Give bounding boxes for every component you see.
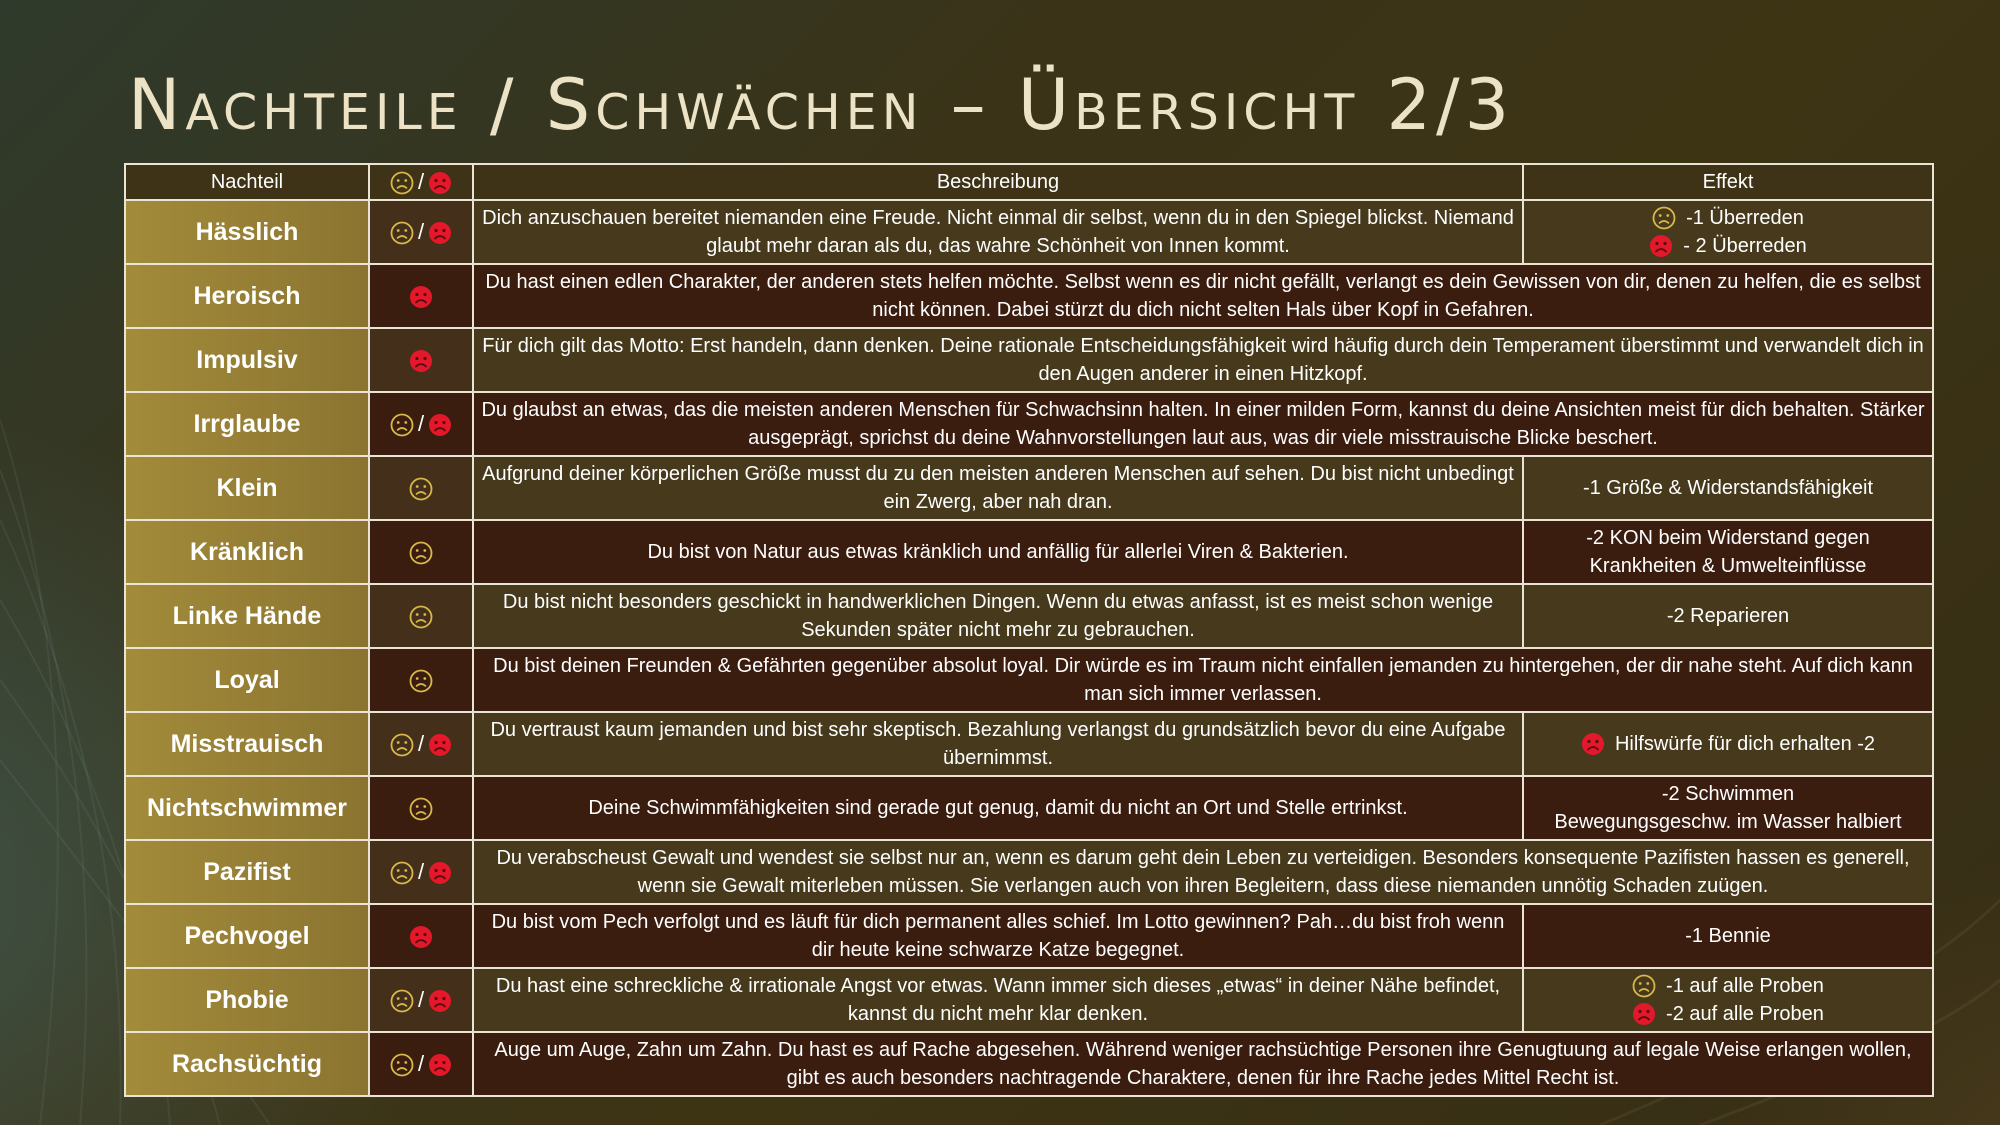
severity-icons bbox=[369, 840, 473, 904]
disadvantage-name: Kränklich bbox=[125, 520, 369, 584]
severity-icons bbox=[369, 200, 473, 264]
severe-frown-icon bbox=[409, 349, 433, 373]
mild-frown-icon bbox=[390, 1053, 414, 1077]
severity-icons bbox=[369, 584, 473, 648]
disadvantage-description: Du glaubst an etwas, das die meisten anderen Menschen für Schwachsinn halten. In einer milden Form, kannst du deine Ansichten meist für dich behalten. Stärker ausgeprägt, sprichst du deine Wahnvorstellungen laut aus, was dir viele misstrauische Blicke beschert. bbox=[473, 392, 1933, 456]
effect-text: Krankheiten & Umwelteinflüsse bbox=[1589, 555, 1867, 577]
severity-separator: / bbox=[417, 218, 425, 244]
effect-line bbox=[1632, 1000, 1824, 1028]
disadvantage-name: Linke Hände bbox=[125, 584, 369, 648]
disadvantage-effect bbox=[1523, 584, 1933, 648]
effect-text: - 2 Überreden bbox=[1683, 235, 1807, 257]
table-row bbox=[125, 456, 1933, 520]
severity-separator: / bbox=[417, 986, 425, 1012]
mild-frown-icon bbox=[1652, 206, 1676, 230]
disadvantage-description: Aufgrund deiner körperlichen Größe musst du zu den meisten anderen Menschen auf sehen. Du bist nicht unbedingt ein Zwerg, aber nah dran. bbox=[473, 456, 1523, 520]
disadvantages-table bbox=[124, 163, 1934, 1097]
severe-frown-icon bbox=[1581, 732, 1605, 756]
table-row bbox=[125, 904, 1933, 968]
header-description: Beschreibung bbox=[473, 164, 1523, 200]
table-row bbox=[125, 776, 1933, 840]
effect-line bbox=[1685, 922, 1771, 950]
disadvantage-description: Du bist vom Pech verfolgt und es läuft für dich permanent alles schief. Im Lotto gewinnen? Pah…du bist froh wenn dir heute keine schwarze Katze begegnet. bbox=[473, 904, 1523, 968]
severity-icons bbox=[369, 776, 473, 840]
disadvantage-effect bbox=[1523, 200, 1933, 264]
disadvantage-description: Du bist von Natur aus etwas kränklich und anfällig für allerlei Viren & Bakterien. bbox=[473, 520, 1523, 584]
disadvantage-description: Du verabscheust Gewalt und wendest sie selbst nur an, wenn es darum geht dein Leben zu verteidigen. Besonders konsequente Pazifisten hassen es generell, wenn sie Gewalt miterleben müssen. Sie verlangen auch von ihren Begleitern, dass diese niemanden unnötig Schaden zuügen. bbox=[473, 840, 1933, 904]
header-name: Nachteil bbox=[125, 164, 369, 200]
disadvantage-name: Klein bbox=[125, 456, 369, 520]
effect-line bbox=[1554, 808, 1901, 836]
table-row bbox=[125, 264, 1933, 328]
mild-frown-icon bbox=[390, 989, 414, 1013]
mild-frown-icon bbox=[409, 669, 433, 693]
disadvantage-name: Pechvogel bbox=[125, 904, 369, 968]
disadvantage-effect bbox=[1523, 968, 1933, 1032]
severity-icons bbox=[369, 392, 473, 456]
effect-line bbox=[1667, 602, 1789, 630]
effect-text: -2 auf alle Proben bbox=[1666, 1003, 1824, 1025]
severity-icons bbox=[369, 1032, 473, 1096]
severity-separator: / bbox=[417, 730, 425, 756]
disadvantage-description: Dich anzuschauen bereitet niemanden eine Freude. Nicht einmal dir selbst, wenn du in den Spiegel blickst. Niemand glaubt mehr daran als du, das wahre Schönheit von Innen kommt. bbox=[473, 200, 1523, 264]
severe-frown-icon bbox=[428, 221, 452, 245]
effect-text: -1 auf alle Proben bbox=[1666, 975, 1824, 997]
disadvantage-name: Impulsiv bbox=[125, 328, 369, 392]
effect-text: -1 Größe & Widerstandsfähigkeit bbox=[1582, 477, 1874, 499]
effect-line bbox=[1662, 780, 1794, 808]
severe-frown-icon bbox=[428, 989, 452, 1013]
mild-frown-icon bbox=[1632, 974, 1656, 998]
table-row bbox=[125, 392, 1933, 456]
disadvantage-description: Du vertraust kaum jemanden und bist sehr skeptisch. Bezahlung verlangst du grundsätzlich bevor du eine Aufgabe übernimmst. bbox=[473, 712, 1523, 776]
mild-frown-icon bbox=[390, 861, 414, 885]
mild-frown-icon bbox=[390, 733, 414, 757]
table-row bbox=[125, 840, 1933, 904]
disadvantage-effect bbox=[1523, 904, 1933, 968]
table-row bbox=[125, 520, 1933, 584]
severe-frown-icon bbox=[428, 413, 452, 437]
effect-text: -2 KON beim Widerstand gegen bbox=[1586, 527, 1870, 549]
severity-icons bbox=[369, 264, 473, 328]
severe-frown-icon bbox=[428, 171, 452, 195]
table-row bbox=[125, 200, 1933, 264]
effect-text: -2 Reparieren bbox=[1666, 605, 1790, 627]
mild-frown-icon bbox=[409, 477, 433, 501]
effect-line bbox=[1649, 232, 1806, 260]
disadvantage-description: Du bist deinen Freunden & Gefährten gegenüber absolut loyal. Dir würde es im Traum nicht einfallen jemanden zu hintergehen, der dir nahe steht. Auf dich kann man sich immer verlassen. bbox=[473, 648, 1933, 712]
table-row bbox=[125, 648, 1933, 712]
header-severity bbox=[369, 164, 473, 200]
disadvantage-description: Du bist nicht besonders geschickt in handwerklichen Dingen. Wenn du etwas anfasst, ist es meist schon wenige Sekunden später nicht mehr zu gebrauchen. bbox=[473, 584, 1523, 648]
effect-line bbox=[1581, 730, 1875, 758]
table-row bbox=[125, 968, 1933, 1032]
severe-frown-icon bbox=[409, 925, 433, 949]
severity-icons bbox=[369, 648, 473, 712]
disadvantage-effect bbox=[1523, 776, 1933, 840]
table-row bbox=[125, 584, 1933, 648]
table-row bbox=[125, 1032, 1933, 1096]
effect-line bbox=[1583, 474, 1873, 502]
effect-line bbox=[1590, 552, 1867, 580]
severity-icons bbox=[369, 712, 473, 776]
effect-text: Hilfswürfe für dich erhalten -2 bbox=[1614, 733, 1876, 755]
disadvantage-name: Loyal bbox=[125, 648, 369, 712]
disadvantage-name: Rachsüchtig bbox=[125, 1032, 369, 1096]
disadvantage-effect bbox=[1523, 712, 1933, 776]
mild-frown-icon bbox=[409, 797, 433, 821]
severe-frown-icon bbox=[1649, 234, 1673, 258]
disadvantage-description: Deine Schwimmfähigkeiten sind gerade gut genug, damit du nicht an Ort und Stelle ertrinkst. bbox=[473, 776, 1523, 840]
disadvantage-description: Du hast eine schreckliche & irrationale Angst vor etwas. Wann immer sich dieses „etwas“ in deiner Nähe befindet, kannst du nicht mehr klar denken. bbox=[473, 968, 1523, 1032]
table-row bbox=[125, 712, 1933, 776]
disadvantage-name: Heroisch bbox=[125, 264, 369, 328]
mild-frown-icon bbox=[390, 413, 414, 437]
disadvantage-name: Misstrauisch bbox=[125, 712, 369, 776]
severe-frown-icon bbox=[428, 733, 452, 757]
page-title: Nachteile / Schwächen – Übersicht 2/3 bbox=[128, 64, 1515, 146]
mild-frown-icon bbox=[409, 541, 433, 565]
disadvantage-name: Hässlich bbox=[125, 200, 369, 264]
severity-separator: / bbox=[417, 410, 425, 436]
severity-icons bbox=[369, 968, 473, 1032]
mild-frown-icon bbox=[390, 171, 414, 195]
header-separator: / bbox=[417, 168, 425, 194]
effect-text: -2 Schwimmen bbox=[1661, 783, 1795, 805]
severe-frown-icon bbox=[428, 861, 452, 885]
severity-icons bbox=[369, 520, 473, 584]
effect-text: Bewegungsgeschw. im Wasser halbiert bbox=[1554, 811, 1902, 833]
mild-frown-icon bbox=[390, 221, 414, 245]
effect-text: -1 Bennie bbox=[1685, 925, 1771, 947]
table-row bbox=[125, 328, 1933, 392]
effect-line bbox=[1586, 524, 1869, 552]
disadvantage-effect bbox=[1523, 520, 1933, 584]
severity-icons bbox=[369, 904, 473, 968]
disadvantage-description: Du hast einen edlen Charakter, der anderen stets helfen möchte. Selbst wenn es dir nicht gefällt, verlangt es dein Gewissen von dir, denen zu helfen, die es selbst nicht können. Dabei stürzt du dich nicht selten Hals über Kopf in Gefahren. bbox=[473, 264, 1933, 328]
disadvantage-name: Nichtschwimmer bbox=[125, 776, 369, 840]
effect-line bbox=[1632, 972, 1824, 1000]
severe-frown-icon bbox=[1632, 1002, 1656, 1026]
severity-icons bbox=[369, 328, 473, 392]
severity-separator: / bbox=[417, 1050, 425, 1076]
effect-text: -1 Überreden bbox=[1686, 207, 1804, 229]
disadvantage-name: Phobie bbox=[125, 968, 369, 1032]
disadvantage-name: Irrglaube bbox=[125, 392, 369, 456]
disadvantage-description: Auge um Auge, Zahn um Zahn. Du hast es auf Rache abgesehen. Während weniger rachsüchtige Personen ihre Genugtuung auf legale Weise erlangen wollen, gibt es auch besonders nachtragende Charaktere, denen für ihre Rache jedes Mittel Recht ist. bbox=[473, 1032, 1933, 1096]
disadvantage-effect bbox=[1523, 456, 1933, 520]
severe-frown-icon bbox=[428, 1053, 452, 1077]
disadvantage-name: Pazifist bbox=[125, 840, 369, 904]
table-header-row bbox=[125, 164, 1933, 200]
effect-line bbox=[1652, 204, 1804, 232]
severity-icons bbox=[369, 456, 473, 520]
disadvantage-description: Für dich gilt das Motto: Erst handeln, dann denken. Deine rationale Entscheidungsfähigkeit wird häufig durch dein Temperament überstimmt und verwandelt dich in den Augen anderer in einen Hitzkopf. bbox=[473, 328, 1933, 392]
mild-frown-icon bbox=[409, 605, 433, 629]
header-effect: Effekt bbox=[1523, 164, 1933, 200]
severe-frown-icon bbox=[409, 285, 433, 309]
severity-separator: / bbox=[417, 858, 425, 884]
